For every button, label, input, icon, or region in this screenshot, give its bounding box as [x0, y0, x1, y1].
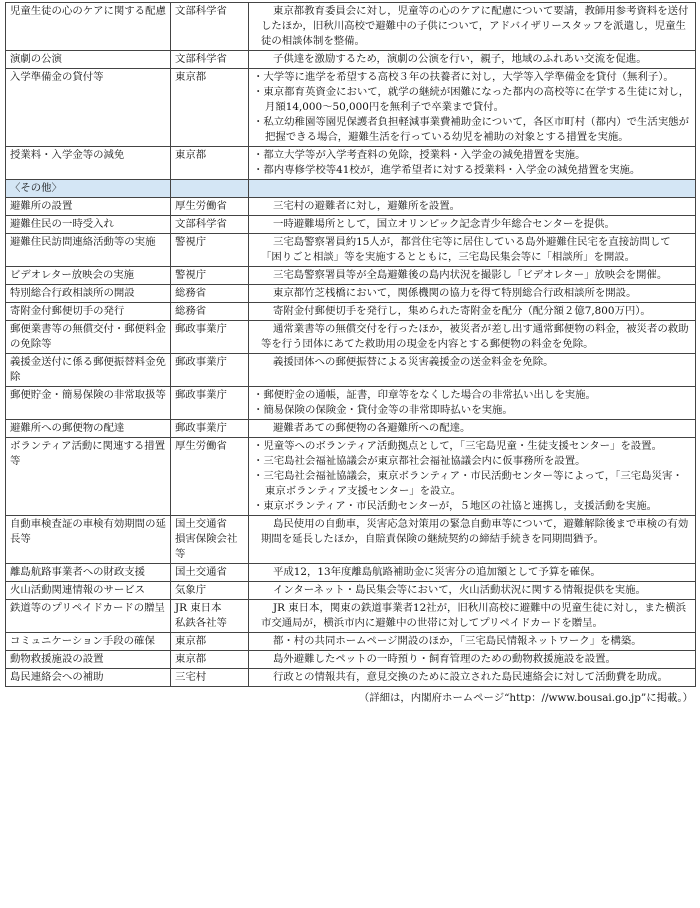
item-cell: 寄附金付郵便切手の発行 — [6, 303, 171, 321]
content-cell — [249, 267, 696, 285]
table-row — [6, 564, 696, 582]
content-cell — [249, 633, 696, 651]
table-row — [6, 582, 696, 600]
agency-cell: 警視庁 — [171, 267, 249, 285]
content-text: 通常業書等の無償交付を行ったほか，被災者が差し出す通常郵便物の料金，被災者の救助等を行う団体にあてた救助用の現金を内容とする郵便物の料金を免除。 — [261, 323, 689, 350]
item-cell: 避難住民の一時受入れ — [6, 216, 171, 234]
section-row-other — [6, 180, 696, 198]
agency-cell: 東京都 — [171, 69, 249, 147]
agency-cell: 東京都 — [171, 633, 249, 651]
bullet-list — [253, 148, 691, 178]
content-text: 一時避難場所として，国立オリンピック記念青少年総合センターを提供。 — [273, 218, 615, 230]
agency-cell: 厚生労働省 — [171, 438, 249, 516]
bullet-list — [253, 439, 691, 514]
content-text: 東京都教育委員会に対し，児童等の心のケアに配慮について要請，教師用参考資料を送付したほか，旧秋川高校で避難中の子供について，アドバイザリースタッフを派遣し，児童生徒の相談体制を整備。 — [261, 5, 689, 47]
agency-cell: 郵政事業庁 — [171, 354, 249, 387]
table-section-header — [6, 180, 696, 198]
bullet-item: ・ 都内専修学校等41校が，進学希望者に対する授業料・入学金の減免措置を実施。 — [253, 163, 691, 178]
item-cell: 離島航路事業者への財政支援 — [6, 564, 171, 582]
item-cell: 島民連絡会への補助 — [6, 669, 171, 687]
item-cell: 義援金送付に係る郵便振替料金免除 — [6, 354, 171, 387]
section-blank-cell — [249, 180, 696, 198]
table-row — [6, 321, 696, 354]
agency-cell: 総務省 — [171, 285, 249, 303]
table-row — [6, 234, 696, 267]
agency-cell: 三宅村 — [171, 669, 249, 687]
content-text: 都・村の共同ホームページ開設のほか，「三宅島民情報ネットワーク」を構築。 — [273, 635, 642, 647]
content-cell — [249, 69, 696, 147]
table-row — [6, 651, 696, 669]
measures-table — [5, 2, 696, 687]
table-row — [6, 267, 696, 285]
content-text: JR 東日本，関東の鉄道事業者12社が，旧秋川高校に避難中の児童生徒に対し，また横浜市交通局が，横浜市内に避難中の世帯に対してプリペイドカードを贈呈。 — [261, 602, 686, 629]
item-cell: 授業料・入学金等の減免 — [6, 147, 171, 180]
bullet-list — [253, 388, 691, 418]
table-row — [6, 669, 696, 687]
agency-cell: 文部科学省 — [171, 3, 249, 51]
content-cell — [249, 303, 696, 321]
agency-cell: 郵政事業庁 — [171, 387, 249, 420]
content-text: 寄附金付郵便切手を発行し，集められた寄附金を配分（配分額２億7,800万円）。 — [273, 305, 651, 317]
content-text: 義援団体への郵便振替による災害義援金の送金料金を免除。 — [273, 356, 554, 368]
agency-cell: 国土交通省 損害保険会社等 — [171, 516, 249, 564]
agency-cell: 気象庁 — [171, 582, 249, 600]
table-row — [6, 303, 696, 321]
item-cell: 避難所への郵便物の配達 — [6, 420, 171, 438]
content-cell — [249, 420, 696, 438]
content-cell — [249, 354, 696, 387]
content-cell — [249, 234, 696, 267]
table-row — [6, 420, 696, 438]
footnote: （詳細は，内閣府ホームページ“http：//www.bousai.go.jp”に掲載。） — [358, 692, 693, 704]
table-row — [6, 198, 696, 216]
item-cell: ビデオレター放映会の実施 — [6, 267, 171, 285]
content-text: 三宅島警察署員等が全島避難後の島内状況を撮影し「ビデオレター」放映会を開催。 — [273, 269, 668, 281]
content-text: インターネット・島民集会等において，火山活動状況に関する情報提供を実施。 — [273, 584, 646, 596]
agency-cell: 東京都 — [171, 147, 249, 180]
item-cell: 火山活動関連情報のサービス — [6, 582, 171, 600]
table-row — [6, 438, 696, 516]
table-body-education — [6, 3, 696, 180]
table-row — [6, 285, 696, 303]
content-cell — [249, 285, 696, 303]
item-cell: 児童生徒の心のケアに関する配慮 — [6, 3, 171, 51]
content-text: 避難者あての郵便物の各避難所への配達。 — [273, 422, 471, 434]
content-text: 行政との情報共有，意見交換のために設立された島民連絡会に対して活動費を助成。 — [273, 671, 668, 683]
item-cell: 避難所の設置 — [6, 198, 171, 216]
bullet-item: ・ 三宅島社会福祉協議会，東京ボランティア・市民活動センター等によって，「三宅島災害・東京ボランティア支援センター」を設立。 — [253, 469, 691, 499]
agency-cell: 文部科学省 — [171, 216, 249, 234]
table-row — [6, 216, 696, 234]
bullet-item: ・ 簡易保険の保険金・貸付金等の非常即時払いを実施。 — [253, 403, 691, 418]
item-cell: 自動車検査証の車検有効期間の延長等 — [6, 516, 171, 564]
table-row — [6, 387, 696, 420]
content-cell — [249, 216, 696, 234]
table-body-other — [6, 198, 696, 687]
section-blank-cell — [171, 180, 249, 198]
content-cell — [249, 516, 696, 564]
agency-cell: 郵政事業庁 — [171, 321, 249, 354]
content-text: 子供達を激励するため，演劇の公演を行い，親子，地域のふれあい交流を促進。 — [273, 53, 647, 65]
bullet-item: ・ 児童等へのボランティア活動拠点として，「三宅島児童・生徒支援センター」を設置。 — [253, 439, 691, 454]
bullet-item: ・ 東京ボランティア・市民活動センターが，５地区の社協と連携し，支援活動を実施。 — [253, 499, 691, 514]
table-row — [6, 51, 696, 69]
content-text: 三宅島警察署員約15人が，都営住宅等に居住している島外避難住民宅を直接訪問して「困りごと相談」等を実施するとともに，三宅島民集会等に「相談所」を開設。 — [261, 236, 671, 263]
agency-cell: JR 東日本 私鉄各社等 — [171, 600, 249, 633]
table-row — [6, 600, 696, 633]
content-cell — [249, 582, 696, 600]
agency-cell: 郵政事業庁 — [171, 420, 249, 438]
content-text: 島民使用の自動車，災害応急対策用の緊急自動車等について，避難解除後まで車検の有効期間を延長したほか，自賠責保険の継続契約の締結手続きを同期間猶予。 — [261, 518, 689, 545]
table-row — [6, 147, 696, 180]
content-text: 平成12，13年度離島航路補助金に災害分の追加額として予算を確保。 — [273, 566, 601, 578]
agency-cell: 厚生労働省 — [171, 198, 249, 216]
table-row — [6, 633, 696, 651]
item-cell: 入学準備金の貸付等 — [6, 69, 171, 147]
item-cell: 特別総合行政相談所の開設 — [6, 285, 171, 303]
content-cell — [249, 600, 696, 633]
section-label: 〈その他〉 — [6, 180, 171, 198]
content-cell — [249, 3, 696, 51]
table-row — [6, 516, 696, 564]
agency-cell: 総務省 — [171, 303, 249, 321]
content-text: 島外避難したペットの一時預り・飼育管理のための動物救援施設を設置。 — [273, 653, 616, 665]
item-cell: 郵便貯金・簡易保険の非常取扱等 — [6, 387, 171, 420]
item-cell: ボランティア活動に関連する措置等 — [6, 438, 171, 516]
bullet-item: ・ 私立幼稚園等園児保護者負担軽減事業費補助金について，各区市町村（都内）で生活実態が把握できる場合，避難生活を行っている幼児を補助の対象とする措置を実施。 — [253, 115, 691, 145]
bullet-item: ・ 東京都育英資金において，就学の継続が困難になった都内の高校等に在学する生徒に対し，月額14,000～50,000円を無利子で卒業まで貸付。 — [253, 85, 691, 115]
item-cell: 鉄道等のプリペイドカードの贈呈 — [6, 600, 171, 633]
content-cell — [249, 321, 696, 354]
bullet-list — [253, 70, 691, 145]
item-cell: 郵便業書等の無償交付・郵便料金の免除等 — [6, 321, 171, 354]
content-cell — [249, 669, 696, 687]
content-cell — [249, 198, 696, 216]
table-row — [6, 3, 696, 51]
content-cell — [249, 51, 696, 69]
agency-cell: 文部科学省 — [171, 51, 249, 69]
item-cell: コミュニケーション手段の確保 — [6, 633, 171, 651]
table-row — [6, 69, 696, 147]
agency-cell: 国土交通省 — [171, 564, 249, 582]
item-cell: 動物救援施設の設置 — [6, 651, 171, 669]
bullet-item: ・ 三宅島社会福祉協議会が東京都社会福祉協議会内に仮事務所を設置。 — [253, 454, 691, 469]
content-cell — [249, 651, 696, 669]
content-text: 三宅村の避難者に対し，避難所を設置。 — [273, 200, 461, 212]
item-cell: 避難住民訪問連絡活動等の実施 — [6, 234, 171, 267]
content-cell — [249, 564, 696, 582]
content-cell — [249, 387, 696, 420]
content-cell — [249, 147, 696, 180]
bullet-item: ・ 都立大学等が入学考査料の免除，授業料・入学金の減免措置を実施。 — [253, 148, 691, 163]
bullet-item: ・ 郵便貯金の通帳，証書，印章等をなくした場合の非常払い出しを実施。 — [253, 388, 691, 403]
document-page — [5, 2, 695, 704]
agency-cell: 警視庁 — [171, 234, 249, 267]
table-row — [6, 354, 696, 387]
item-cell: 演劇の公演 — [6, 51, 171, 69]
agency-cell: 東京都 — [171, 651, 249, 669]
bullet-item: ・ 大学等に進学を希望する高校３年の扶養者に対し，大学等入学準備金を貸付（無利子）。 — [253, 70, 691, 85]
content-cell — [249, 438, 696, 516]
content-text: 東京都竹芝桟橋において，関係機関の協力を得て特別総合行政相談所を開設。 — [273, 287, 637, 299]
